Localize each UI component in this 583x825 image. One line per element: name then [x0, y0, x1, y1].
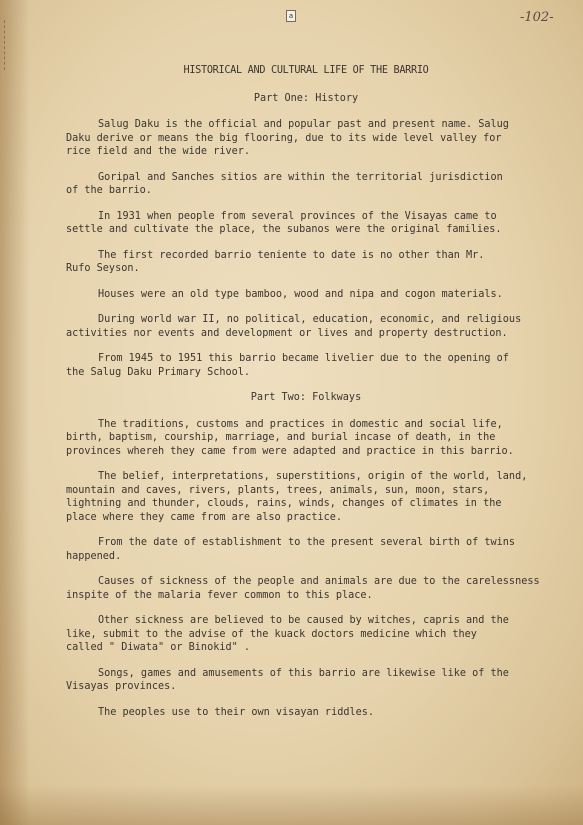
- paragraph: During world war II, no political, education, economic, and religious activities nor events and development or lives and property destruction.: [66, 314, 522, 339]
- part-two-heading: Part Two: Folkways: [250, 392, 362, 403]
- paragraph: Causes of sickness of the people and animals are due to the carelessness inspite of the malaria fever common to this place.: [66, 576, 540, 601]
- page-number: -102-: [520, 10, 554, 25]
- paragraph: The traditions, customs and practices in domestic and social life, birth, baptism, courship, marriage, and burial incase of death, in the provinces whereh they came from were adapted and practice in this barrio.: [66, 418, 514, 457]
- paragraph: The peoples use to their own visayan riddles.: [98, 706, 375, 718]
- paragraph: From 1945 to 1951 this barrio became livelier due to the opening of the Salug Daku Primary School.: [66, 353, 509, 378]
- paragraph: The belief, interpretations, superstitions, origin of the world, land, mountain and caves, rivers, plants, trees, animals, sun, moon, stars, lightning and thunder, clouds, rains, winds, changes of climates in the place where they came from are also practice.: [66, 471, 528, 523]
- binding-mark: [4, 20, 23, 70]
- part-one-heading: Part One: History: [253, 92, 359, 104]
- paragraph: In 1931 when people from several provinces of the Visayas came to settle and cultivate the place, the subanos were the original families.: [66, 210, 502, 235]
- paragraph: From the date of establishment to the present several birth of twins happened.: [66, 537, 516, 562]
- paragraph: Salug Daku is the official and popular past and present name. Salug Daku derive or means the big flooring, due to its wide level valley for rice field and the wide river.: [66, 119, 509, 157]
- paragraph: Goripal and Sanches sitios are within the territorial jurisdiction of the barrio.: [66, 171, 503, 196]
- document-body: [66, 64, 546, 731]
- paragraph: Other sickness are believed to be caused by witches, capris and the like, submit to the advise of the kuack doctors medicine which they called " Diwata" or Binokid" .: [66, 615, 509, 653]
- staple-mark: a: [286, 10, 296, 22]
- paragraph: The first recorded barrio teniente to date is no other than Mr. Rufo Seyson.: [66, 249, 485, 274]
- paragraph: Songs, games and amusements of this barrio are likewise like of the Visayas provinces.: [66, 667, 509, 692]
- document-title: HISTORICAL AND CULTURAL LIFE OF THE BARRIO: [183, 65, 429, 76]
- paragraph: Houses were an old type bamboo, wood and nipa and cogon materials.: [98, 288, 503, 300]
